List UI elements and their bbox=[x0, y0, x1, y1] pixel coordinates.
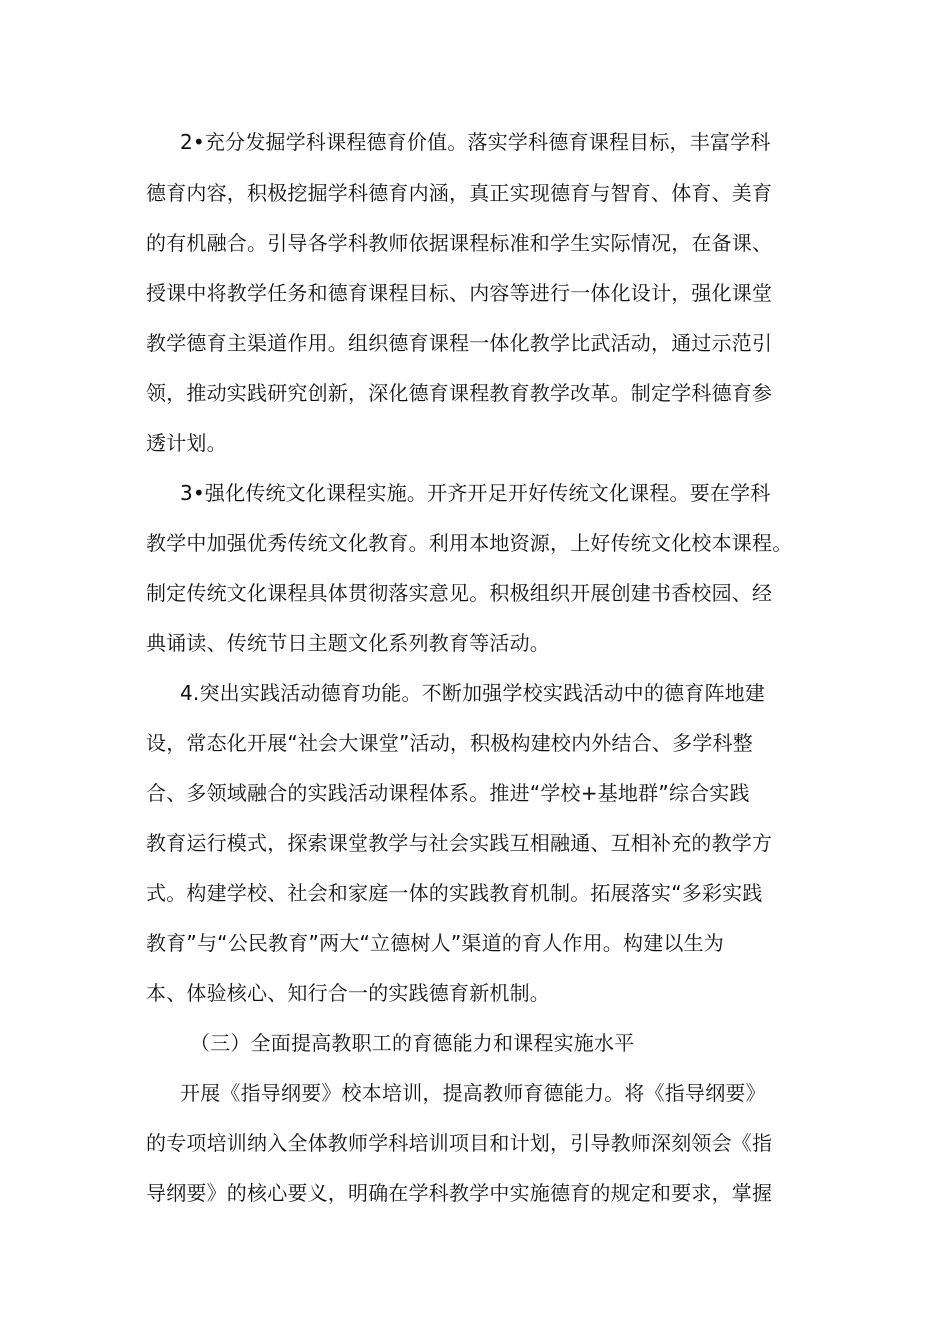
paragraph-4-line-4: 教育运行模式，探索课堂教学与社会实践互相融通、互相补充的教学方 bbox=[146, 831, 773, 855]
section-heading: （三）全面提高教职工的育德能力和课程实施水平 bbox=[190, 1031, 635, 1055]
paragraph-3-line-4: 典诵读、传统节日主题文化系列教育等活动。 bbox=[146, 631, 550, 655]
paragraph-4-line-2: 设，常态化开展“社会大课堂”活动，积极构建校内外结合、多学科整 bbox=[146, 731, 753, 755]
paragraph-5-line-3: 导纲要》的核心要义，明确在学科教学中实施德育的规定和要求，掌握 bbox=[146, 1181, 773, 1205]
paragraph-2-line-2: 德育内容，积极挖掘学科德育内涵，真正实现德育与智育、体育、美育 bbox=[146, 181, 773, 205]
paragraph-4-line-3: 合、多领域融合的实践活动课程体系。推进“学校+基地群”综合实践 bbox=[146, 781, 750, 805]
paragraph-3-line-1: 3•强化传统文化课程实施。开齐开足开好传统文化课程。要在学科 bbox=[180, 481, 771, 505]
paragraph-3-line-3: 制定传统文化课程具体贯彻落实意见。积极组织开展创建书香校园、经 bbox=[146, 581, 773, 605]
paragraph-2-line-7: 透计划。 bbox=[146, 431, 227, 455]
paragraph-5-line-1: 开展《指导纲要》校本培训，提高教师育德能力。将《指导纲要》 bbox=[180, 1081, 766, 1105]
paragraph-4-line-6: 教育”与“公民教育”两大“立德树人”渠道的育人作用。构建以生为 bbox=[146, 931, 725, 955]
paragraph-2-line-5: 教学德育主渠道作用。组织德育课程一体化教学比武活动，通过示范引 bbox=[146, 331, 773, 355]
paragraph-2-line-4: 授课中将教学任务和德育课程目标、内容等进行一体化设计，强化课堂 bbox=[146, 281, 773, 305]
paragraph-4-line-5: 式。构建学校、社会和家庭一体的实践教育机制。拓展落实“多彩实践 bbox=[146, 881, 763, 905]
paragraph-4-line-7: 本、体验核心、知行合一的实践德育新机制。 bbox=[146, 981, 550, 1005]
paragraph-5-line-2: 的专项培训纳入全体教师学科培训项目和计划，引导教师深刻领会《指 bbox=[146, 1131, 773, 1155]
paragraph-2-line-3: 的有机融合。引导各学科教师依据课程标准和学生实际情况，在备课、 bbox=[146, 231, 773, 255]
paragraph-2-line-6: 领，推动实践研究创新，深化德育课程教育教学改革。制定学科德育参 bbox=[146, 381, 773, 405]
paragraph-3-line-2: 教学中加强优秀传统文化教育。利用本地资源，上好传统文化校本课程。 bbox=[146, 531, 793, 555]
paragraph-2-line-1: 2•充分发掘学科课程德育价值。落实学科德育课程目标，丰富学科 bbox=[180, 130, 771, 154]
paragraph-4-line-1: 4.突出实践活动德育功能。不断加强学校实践活动中的德育阵地建 bbox=[180, 681, 766, 705]
